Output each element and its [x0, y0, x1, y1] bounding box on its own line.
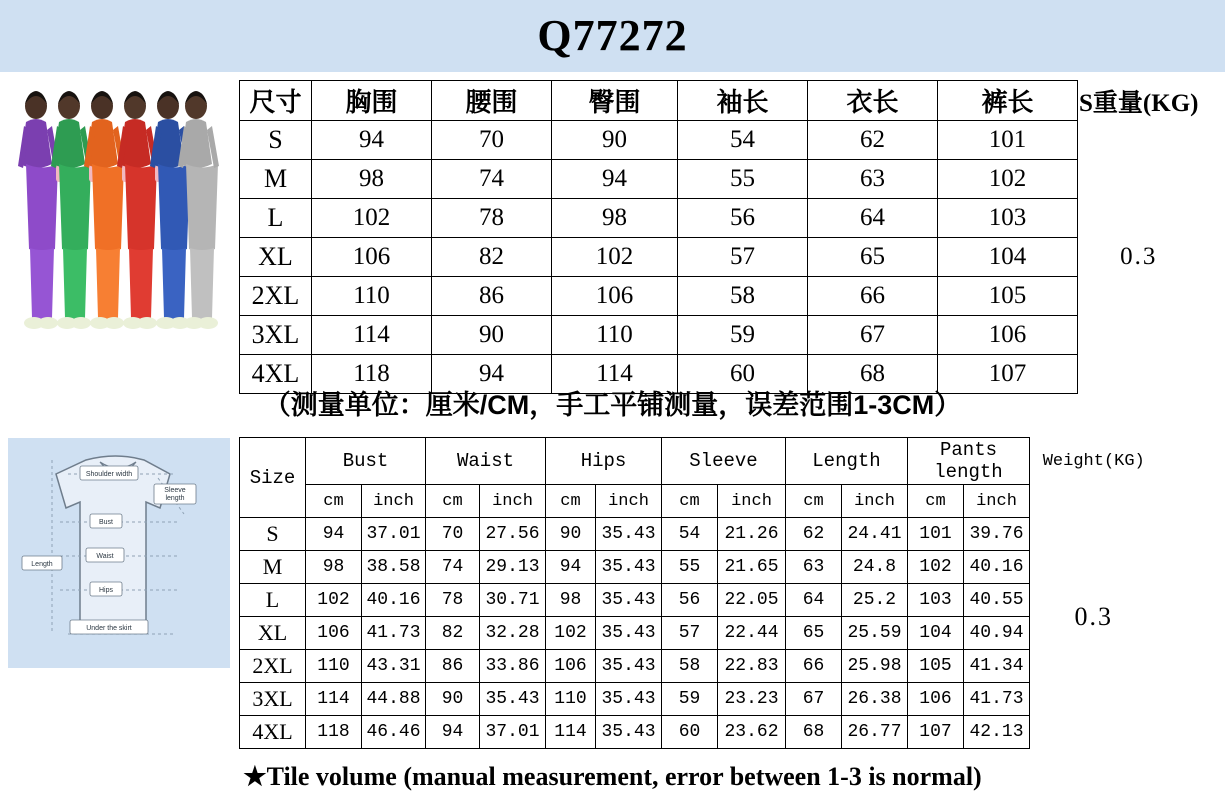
cell-sleeve: 58 [678, 277, 808, 316]
cell-sleeve-inch: 22.44 [718, 617, 786, 650]
cell-waist: 74 [432, 160, 552, 199]
cell-hips-inch: 35.43 [596, 716, 662, 749]
cell-sleeve-cm: 59 [662, 683, 718, 716]
unit-length-inch: inch [842, 485, 908, 518]
cell-sleeve-cm: 60 [662, 716, 718, 749]
cell-waist-inch: 30.71 [480, 584, 546, 617]
cell-hips-inch: 35.43 [596, 551, 662, 584]
svg-text:length: length [165, 495, 185, 502]
cell-pants-inch: 42.13 [964, 716, 1030, 749]
cell-size: M [240, 160, 312, 199]
cell-length-cm: 68 [786, 716, 842, 749]
cell-weight: 0.3 [1078, 121, 1200, 394]
cell-sleeve: 54 [678, 121, 808, 160]
table-row [240, 238, 1200, 277]
cell-sleeve-inch: 22.05 [718, 584, 786, 617]
cell-pants-length: 101 [938, 121, 1078, 160]
cell-size: 3XL [240, 316, 312, 355]
cell-hips-inch: 35.43 [596, 584, 662, 617]
cell-pants-cm: 103 [908, 584, 964, 617]
cell-length: 66 [808, 277, 938, 316]
cell-hips: 94 [552, 160, 678, 199]
unit-hips-inch: inch [596, 485, 662, 518]
unit-sleeve-inch: inch [718, 485, 786, 518]
cell-bust-cm: 110 [306, 650, 362, 683]
cell-waist-inch: 32.28 [480, 617, 546, 650]
cell-pants-inch: 41.73 [964, 683, 1030, 716]
size-chart-en [239, 437, 1158, 749]
cell-length-inch: 24.41 [842, 518, 908, 551]
cell-waist: 82 [432, 238, 552, 277]
cell-hips-inch: 35.43 [596, 650, 662, 683]
cell-bust-inch: 41.73 [362, 617, 426, 650]
cell-waist-cm: 94 [426, 716, 480, 749]
diagram-label-length: Length [31, 561, 53, 568]
diagram-label-shoulder-width: Shoulder width [85, 471, 133, 478]
cell-hips: 102 [552, 238, 678, 277]
col-header-weight: Weight(KG) [1030, 438, 1158, 485]
cell-bust: 98 [312, 160, 432, 199]
cell-pants-inch: 40.16 [964, 551, 1030, 584]
cell-sleeve: 56 [678, 199, 808, 238]
cell-size: XL [240, 238, 312, 277]
unit-pants-inch: inch [964, 485, 1030, 518]
cell-size: L [240, 584, 306, 617]
diagram-label-hips: Hips [98, 587, 114, 594]
col-header-sleeve: 袖长 [678, 81, 808, 121]
unit-bust-cm: cm [306, 485, 362, 518]
unit-hips-cm: cm [546, 485, 596, 518]
page-title: Q77272 [537, 11, 688, 60]
product-photo-group [8, 76, 230, 336]
cell-size: 2XL [240, 277, 312, 316]
col-header-length: Length [786, 438, 908, 485]
cell-hips: 98 [552, 199, 678, 238]
cell-length-cm: 65 [786, 617, 842, 650]
cell-length-cm: 64 [786, 584, 842, 617]
cell-waist-inch: 37.01 [480, 716, 546, 749]
diagram-label-bust: Bust [98, 519, 114, 526]
cell-size: S [240, 518, 306, 551]
cell-hips-cm: 94 [546, 551, 596, 584]
cell-hips-cm: 90 [546, 518, 596, 551]
cell-size: XL [240, 617, 306, 650]
cell-waist-inch: 27.56 [480, 518, 546, 551]
cell-sleeve: 59 [678, 316, 808, 355]
measurement-note-en: ★Tile volume (manual measurement, error between 1-3 is normal) [243, 762, 982, 791]
cell-pants-length: 105 [938, 277, 1078, 316]
unit-length-cm: cm [786, 485, 842, 518]
unit-sleeve-cm: cm [662, 485, 718, 518]
cell-size: 4XL [240, 716, 306, 749]
cell-sleeve-inch: 21.26 [718, 518, 786, 551]
unit-bust-inch: inch [362, 485, 426, 518]
table-row [240, 518, 1158, 551]
cell-pants-length: 107 [938, 355, 1078, 394]
cell-length: 62 [808, 121, 938, 160]
cell-bust-inch: 37.01 [362, 518, 426, 551]
cell-bust: 102 [312, 199, 432, 238]
cell-hips-inch: 35.43 [596, 518, 662, 551]
cell-pants-cm: 102 [908, 551, 964, 584]
cell-hips-inch: 35.43 [596, 617, 662, 650]
table-row [240, 160, 1200, 199]
cell-length-inch: 25.2 [842, 584, 908, 617]
cell-bust-cm: 98 [306, 551, 362, 584]
measurement-diagram-illustration [8, 438, 230, 668]
cell-waist: 70 [432, 121, 552, 160]
table-row [240, 199, 1200, 238]
col-header-waist: 腰围 [432, 81, 552, 121]
cell-hips-cm: 106 [546, 650, 596, 683]
unit-waist-cm: cm [426, 485, 480, 518]
cell-sleeve-cm: 56 [662, 584, 718, 617]
cell-size: 3XL [240, 683, 306, 716]
cell-sleeve-cm: 54 [662, 518, 718, 551]
cell-hips-cm: 102 [546, 617, 596, 650]
col-header-sleeve: Sleeve [662, 438, 786, 485]
cell-pants-inch: 40.55 [964, 584, 1030, 617]
cell-length: 68 [808, 355, 938, 394]
diagram-label-waist: Waist [96, 553, 114, 560]
cell-hips: 106 [552, 277, 678, 316]
cell-bust: 94 [312, 121, 432, 160]
cell-waist-cm: 70 [426, 518, 480, 551]
cell-sleeve-inch: 23.62 [718, 716, 786, 749]
cell-bust-cm: 114 [306, 683, 362, 716]
cell-waist-cm: 86 [426, 650, 480, 683]
cell-waist-cm: 90 [426, 683, 480, 716]
size-chart-cn [239, 80, 1200, 394]
cell-bust: 110 [312, 277, 432, 316]
measurement-note-cn: （测量单位：厘米/CM，手工平铺测量，误差范围1-3CM） [263, 390, 962, 420]
cell-waist: 94 [432, 355, 552, 394]
cell-length: 63 [808, 160, 938, 199]
cell-bust-inch: 44.88 [362, 683, 426, 716]
table-row [240, 316, 1200, 355]
cell-waist-cm: 82 [426, 617, 480, 650]
cell-pants-inch: 39.76 [964, 518, 1030, 551]
cell-bust-cm: 94 [306, 518, 362, 551]
cell-waist-inch: 33.86 [480, 650, 546, 683]
table-row [240, 551, 1158, 584]
col-header-bust: Bust [306, 438, 426, 485]
cell-sleeve-cm: 55 [662, 551, 718, 584]
cell-size: L [240, 199, 312, 238]
unit-pants-cm: cm [908, 485, 964, 518]
col-header-size: Size [240, 438, 306, 518]
cell-length-inch: 26.77 [842, 716, 908, 749]
cell-sleeve-cm: 58 [662, 650, 718, 683]
cell-bust: 114 [312, 316, 432, 355]
cell-bust: 106 [312, 238, 432, 277]
unit-waist-inch: inch [480, 485, 546, 518]
cell-pants-cm: 106 [908, 683, 964, 716]
cell-length-cm: 63 [786, 551, 842, 584]
col-header-length: 衣长 [808, 81, 938, 121]
cell-waist-cm: 74 [426, 551, 480, 584]
cell-length-inch: 26.38 [842, 683, 908, 716]
cell-bust-cm: 118 [306, 716, 362, 749]
cell-hips: 114 [552, 355, 678, 394]
cell-length-inch: 25.98 [842, 650, 908, 683]
col-header-pants-length: 裤长 [938, 81, 1078, 121]
table-header-row [240, 81, 1200, 121]
cell-hips-inch: 35.43 [596, 683, 662, 716]
cell-sleeve-inch: 23.23 [718, 683, 786, 716]
cell-weight: 0.3 [1030, 485, 1158, 749]
col-header-waist: Waist [426, 438, 546, 485]
col-header-hips: 臀围 [552, 81, 678, 121]
cell-bust-inch: 43.31 [362, 650, 426, 683]
measurement-diagram [8, 438, 230, 668]
cell-pants-inch: 40.94 [964, 617, 1030, 650]
cell-sleeve: 57 [678, 238, 808, 277]
cell-length-cm: 62 [786, 518, 842, 551]
table-row [240, 650, 1158, 683]
table-row [240, 584, 1158, 617]
cell-bust: 118 [312, 355, 432, 394]
cell-bust-cm: 102 [306, 584, 362, 617]
col-header-bust: 胸围 [312, 81, 432, 121]
cell-size: 2XL [240, 650, 306, 683]
cell-length-inch: 25.59 [842, 617, 908, 650]
cell-size: S [240, 121, 312, 160]
col-header-pants-length: Pants length [908, 438, 1030, 485]
svg-text:Sleeve: Sleeve [164, 487, 186, 494]
cell-size: 4XL [240, 355, 312, 394]
cell-sleeve: 60 [678, 355, 808, 394]
cell-sleeve-inch: 21.65 [718, 551, 786, 584]
col-header-hips: Hips [546, 438, 662, 485]
cell-length-inch: 24.8 [842, 551, 908, 584]
col-header-weight: S重量(KG) [1078, 81, 1200, 121]
table-row [240, 121, 1200, 160]
cell-pants-length: 104 [938, 238, 1078, 277]
cell-size: M [240, 551, 306, 584]
col-header-size: 尺寸 [240, 81, 312, 121]
product-photo-illustration [8, 76, 230, 336]
cell-pants-inch: 41.34 [964, 650, 1030, 683]
table-row [240, 617, 1158, 650]
cell-waist: 90 [432, 316, 552, 355]
cell-pants-cm: 105 [908, 650, 964, 683]
cell-sleeve-cm: 57 [662, 617, 718, 650]
cell-hips-cm: 98 [546, 584, 596, 617]
table-header-row [240, 438, 1158, 485]
cell-length: 67 [808, 316, 938, 355]
cell-sleeve: 55 [678, 160, 808, 199]
cell-bust-inch: 46.46 [362, 716, 426, 749]
cell-pants-cm: 101 [908, 518, 964, 551]
cell-hips: 110 [552, 316, 678, 355]
cell-hips-cm: 114 [546, 716, 596, 749]
cell-length: 64 [808, 199, 938, 238]
cell-waist-inch: 35.43 [480, 683, 546, 716]
cell-length-cm: 66 [786, 650, 842, 683]
cell-waist-cm: 78 [426, 584, 480, 617]
cell-hips: 90 [552, 121, 678, 160]
cell-bust-inch: 38.58 [362, 551, 426, 584]
cell-hips-cm: 110 [546, 683, 596, 716]
cell-pants-length: 103 [938, 199, 1078, 238]
table-row [240, 716, 1158, 749]
cell-waist: 78 [432, 199, 552, 238]
cell-pants-cm: 107 [908, 716, 964, 749]
cell-waist-inch: 29.13 [480, 551, 546, 584]
cell-length-cm: 67 [786, 683, 842, 716]
diagram-label-under-the-skirt: Under the skirt [86, 625, 132, 632]
table-row [240, 277, 1200, 316]
cell-sleeve-inch: 22.83 [718, 650, 786, 683]
cell-pants-length: 102 [938, 160, 1078, 199]
table-row [240, 683, 1158, 716]
cell-pants-cm: 104 [908, 617, 964, 650]
table-unit-row [240, 485, 1158, 518]
cell-bust-cm: 106 [306, 617, 362, 650]
cell-pants-length: 106 [938, 316, 1078, 355]
cell-waist: 86 [432, 277, 552, 316]
cell-bust-inch: 40.16 [362, 584, 426, 617]
cell-length: 65 [808, 238, 938, 277]
